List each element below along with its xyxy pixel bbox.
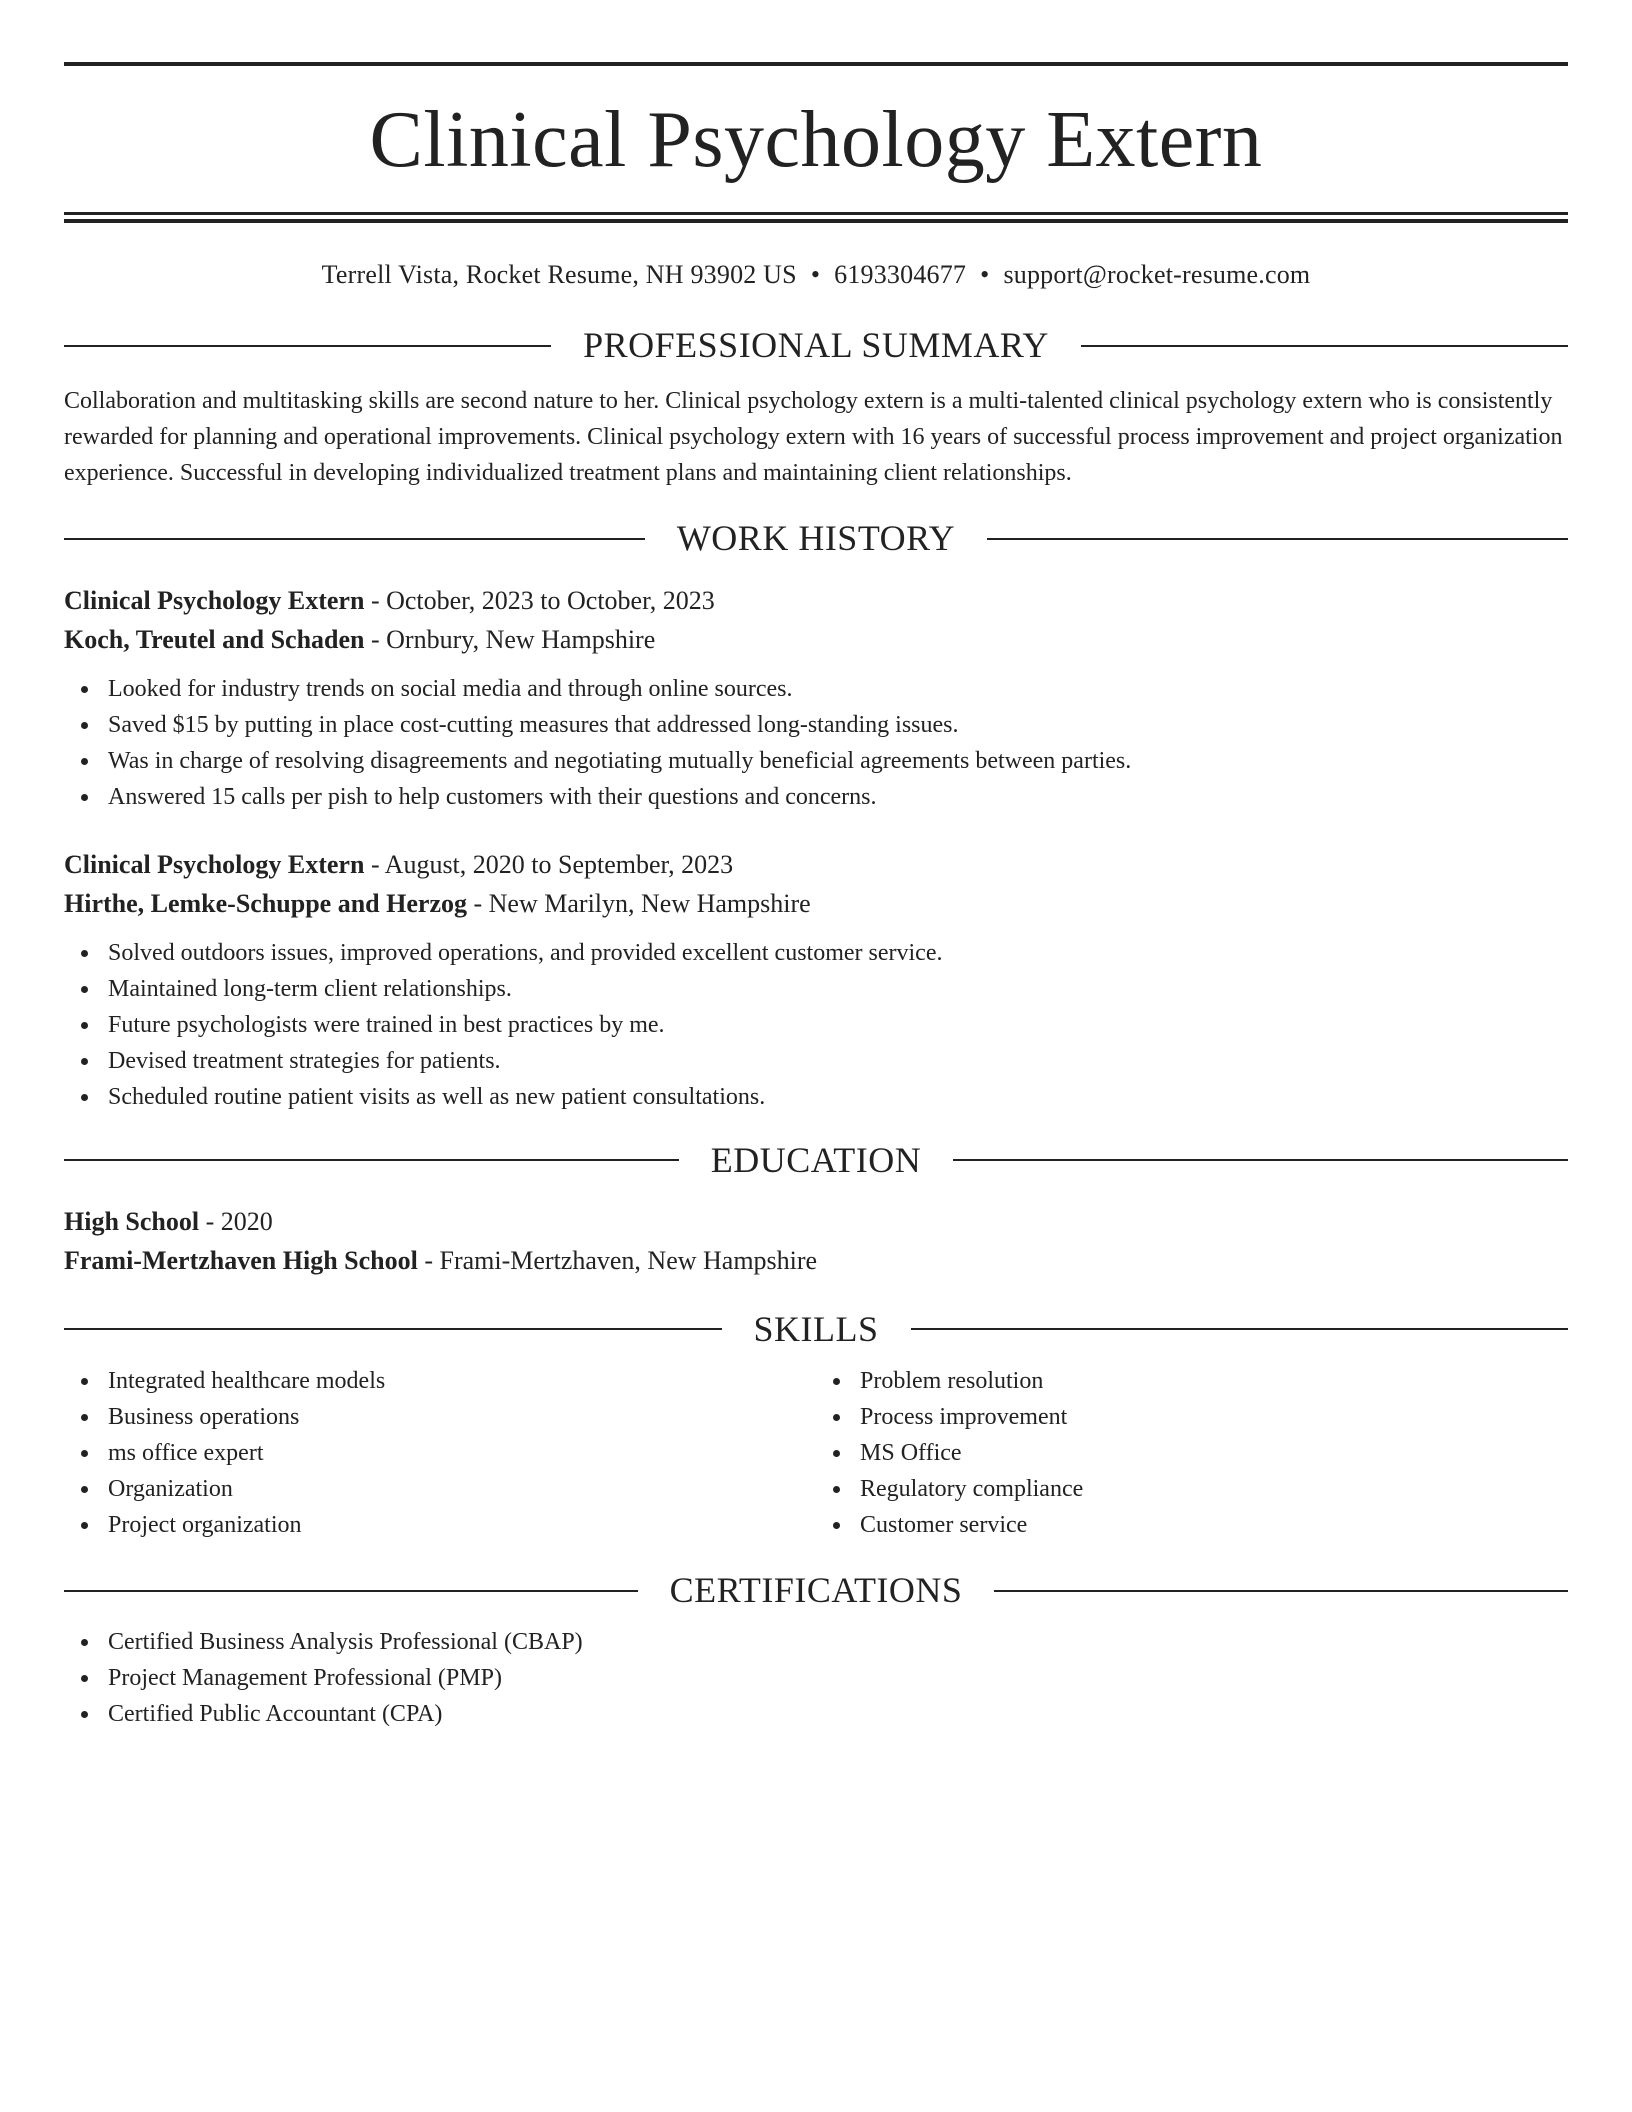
job-bullets	[64, 671, 1568, 815]
section-divider	[911, 1328, 1569, 1330]
skill-item: Business operations	[64, 1399, 816, 1435]
job-title-line	[64, 581, 1568, 620]
job-bullet: Looked for industry trends on social media and through online sources.	[64, 671, 1568, 707]
section-header-certifications	[64, 1569, 1568, 1612]
contact-separator: •	[980, 260, 990, 289]
section-header-work	[64, 517, 1568, 560]
job-dates: - August, 2020 to September, 2023	[364, 849, 734, 879]
section-divider	[64, 1590, 638, 1592]
section-divider	[987, 538, 1568, 540]
job-company-line	[64, 620, 1568, 659]
section-title-certifications: CERTIFICATIONS	[669, 1569, 963, 1610]
job-bullet: Answered 15 calls per pish to help customers with their questions and concerns.	[64, 779, 1568, 815]
job-entry	[64, 581, 1568, 815]
contact-phone: 6193304677	[834, 260, 967, 289]
education-location: - Frami-Mertzhaven, New Hampshire	[417, 1245, 818, 1275]
job-bullet: Solved outdoors issues, improved operations, and provided excellent customer service.	[64, 935, 1568, 971]
section-divider	[953, 1159, 1568, 1161]
skill-item: ms office expert	[64, 1435, 816, 1471]
job-dates: - October, 2023 to October, 2023	[364, 585, 715, 615]
certification-item: Project Management Professional (PMP)	[64, 1660, 1568, 1696]
job-title: Clinical Psychology Extern	[64, 849, 365, 879]
section-title-summary: PROFESSIONAL SUMMARY	[583, 325, 1049, 366]
section-divider	[64, 1159, 679, 1161]
job-bullet: Saved $15 by putting in place cost-cutting measures that addressed long-standing issues.	[64, 707, 1568, 743]
section-divider	[1081, 345, 1568, 347]
skills-column-right	[816, 1363, 1568, 1543]
skill-item: Regulatory compliance	[816, 1471, 1568, 1507]
certifications-list	[64, 1624, 1568, 1732]
contact-email: support@rocket-resume.com	[1003, 260, 1311, 289]
section-divider	[64, 1328, 722, 1330]
education-degree-line	[64, 1202, 1568, 1241]
job-bullets	[64, 935, 1568, 1115]
top-rule	[64, 62, 1568, 66]
section-title-education: EDUCATION	[710, 1139, 922, 1180]
resume-title: Clinical Psychology Extern	[369, 96, 1263, 184]
skill-item: Customer service	[816, 1507, 1568, 1543]
job-entry	[64, 845, 1568, 1115]
summary-paragraph: Collaboration and multitasking skills are second nature to her. Clinical psychology extern is a multi-talented clinical psychology extern who is consistently rewarded for planning and operational improvements. Clinical psychology extern with 16 years of successful process improvement and project organization experience. Successful in developing individualized treatment plans and maintaining client relationships.	[64, 388, 1563, 487]
section-divider	[994, 1590, 1568, 1592]
job-location: - New Marilyn, New Hampshire	[467, 888, 811, 918]
section-header-skills	[64, 1308, 1568, 1351]
skill-item: Organization	[64, 1471, 816, 1507]
skill-item: Project organization	[64, 1507, 816, 1543]
section-title-work: WORK HISTORY	[676, 518, 956, 559]
job-bullet: Scheduled routine patient visits as well as new patient consultations.	[64, 1079, 1568, 1115]
contact-line	[64, 259, 1568, 290]
skill-item: MS Office	[816, 1435, 1568, 1471]
job-title-line	[64, 845, 1568, 884]
job-company-line	[64, 884, 1568, 923]
contact-separator: •	[810, 260, 821, 289]
skills-column-left	[64, 1363, 816, 1543]
contact-address: Terrell Vista, Rocket Resume, NH 93902 US	[321, 260, 797, 289]
section-divider	[64, 345, 551, 347]
job-bullet: Devised treatment strategies for patients.	[64, 1043, 1568, 1079]
section-divider	[64, 538, 645, 540]
section-title-skills: SKILLS	[753, 1308, 879, 1349]
education-entry	[64, 1202, 1568, 1280]
certification-item: Certified Public Accountant (CPA)	[64, 1696, 1568, 1732]
education-degree: High School	[64, 1206, 200, 1236]
job-bullet: Future psychologists were trained in best practices by me.	[64, 1007, 1568, 1043]
job-bullet: Maintained long-term client relationships.	[64, 971, 1568, 1007]
job-location: - Ornbury, New Hampshire	[364, 624, 656, 654]
education-school: Frami-Mertzhaven High School	[64, 1245, 418, 1275]
job-bullet: Was in charge of resolving disagreements and negotiating mutually beneficial agreements between parties.	[64, 743, 1568, 779]
work-history-list	[64, 581, 1568, 1115]
education-year: - 2020	[199, 1206, 273, 1236]
skill-item: Process improvement	[816, 1399, 1568, 1435]
section-header-education	[64, 1139, 1568, 1182]
job-company: Hirthe, Lemke-Schuppe and Herzog	[64, 888, 467, 918]
job-company: Koch, Treutel and Schaden	[64, 624, 365, 654]
education-school-line	[64, 1241, 1568, 1280]
skills-grid	[64, 1363, 1568, 1543]
title-double-rule	[64, 212, 1568, 223]
skill-item: Problem resolution	[816, 1363, 1568, 1399]
job-title: Clinical Psychology Extern	[64, 585, 365, 615]
section-header-summary	[64, 324, 1568, 367]
certification-item: Certified Business Analysis Professional (CBAP)	[64, 1624, 1568, 1660]
skill-item: Integrated healthcare models	[64, 1363, 816, 1399]
